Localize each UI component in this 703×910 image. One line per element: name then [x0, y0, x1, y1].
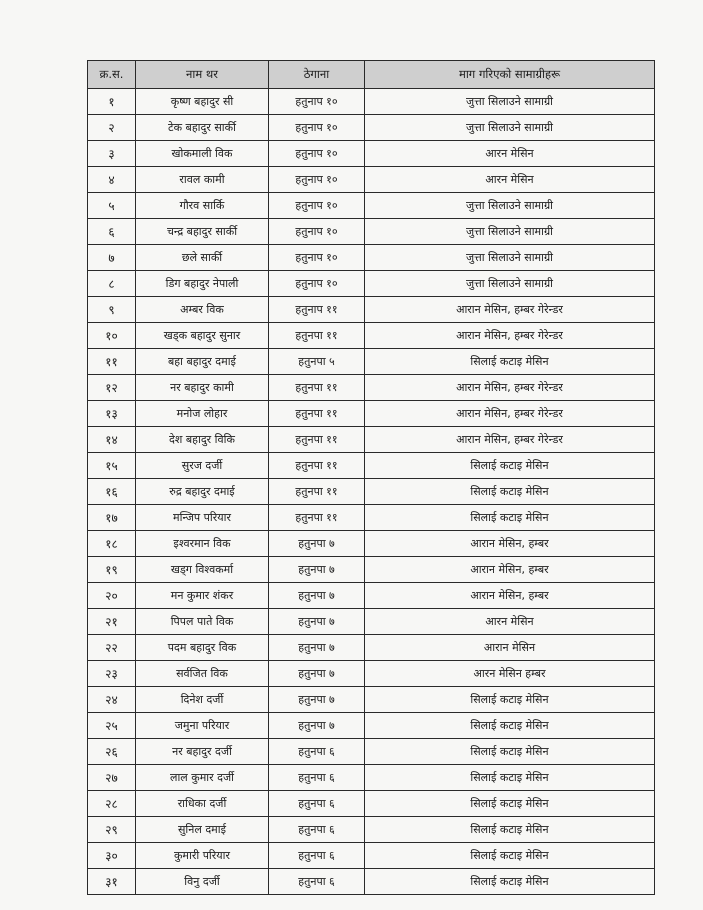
- cell-name: कुमारी परियार: [136, 843, 269, 869]
- cell-requested-items: सिलाई कटाइ मेसिन: [365, 713, 655, 739]
- header-serial-number: क्र.स.: [88, 61, 136, 89]
- cell-serial-number: ९: [88, 297, 136, 323]
- cell-address: हतुनाप १०: [269, 219, 365, 245]
- cell-address: हतुनपा ११: [269, 427, 365, 453]
- cell-serial-number: ११: [88, 349, 136, 375]
- cell-requested-items: आरान मेसिन, हम्बर: [365, 531, 655, 557]
- table-row: [88, 115, 655, 141]
- cell-requested-items: आरन मेसिन: [365, 609, 655, 635]
- cell-requested-items: सिलाई कटाइ मेसिन: [365, 453, 655, 479]
- cell-serial-number: २१: [88, 609, 136, 635]
- cell-name: खोकमाली विक: [136, 141, 269, 167]
- cell-name: नर बहादुर कामी: [136, 375, 269, 401]
- cell-address: हतुनपा ७: [269, 583, 365, 609]
- cell-address: हतुनपा ५: [269, 349, 365, 375]
- table-row: [88, 479, 655, 505]
- cell-serial-number: ३: [88, 141, 136, 167]
- table-row: [88, 713, 655, 739]
- cell-requested-items: जुत्ता सिलाउने सामाग्री: [365, 193, 655, 219]
- cell-address: हतुनपा ७: [269, 609, 365, 635]
- cell-serial-number: २५: [88, 713, 136, 739]
- table-row: [88, 453, 655, 479]
- table-row: [88, 765, 655, 791]
- cell-name: नर बहादुर दर्जी: [136, 739, 269, 765]
- table-row: [88, 869, 655, 895]
- cell-name: विनु दर्जी: [136, 869, 269, 895]
- cell-name: बहा बहादुर दमाई: [136, 349, 269, 375]
- cell-requested-items: जुत्ता सिलाउने सामाग्री: [365, 115, 655, 141]
- cell-serial-number: २२: [88, 635, 136, 661]
- table-row: [88, 557, 655, 583]
- cell-address: हतुनपा ११: [269, 453, 365, 479]
- table-row: [88, 375, 655, 401]
- cell-serial-number: २०: [88, 583, 136, 609]
- cell-name: मनोज लोहार: [136, 401, 269, 427]
- cell-address: हतुनपा ६: [269, 843, 365, 869]
- cell-address: हतुनपा ७: [269, 661, 365, 687]
- cell-address: हतुनपा ६: [269, 765, 365, 791]
- cell-name: सर्वजित विक: [136, 661, 269, 687]
- cell-address: हतुनपा ७: [269, 635, 365, 661]
- table-row: [88, 427, 655, 453]
- cell-name: कृष्ण बहादुर सी: [136, 89, 269, 115]
- cell-requested-items: आरान मेसिन, हम्बर: [365, 557, 655, 583]
- cell-name: छले सार्की: [136, 245, 269, 271]
- cell-serial-number: १३: [88, 401, 136, 427]
- cell-requested-items: आरान मेसिन, हम्बर गेरेन्डर: [365, 375, 655, 401]
- cell-address: हतुनपा ११: [269, 505, 365, 531]
- cell-name: सुनिल दमाई: [136, 817, 269, 843]
- cell-name: पिपल पाते विक: [136, 609, 269, 635]
- cell-serial-number: १५: [88, 453, 136, 479]
- cell-address: हतुनपा ७: [269, 687, 365, 713]
- cell-serial-number: ७: [88, 245, 136, 271]
- cell-serial-number: १७: [88, 505, 136, 531]
- cell-requested-items: सिलाई कटाइ मेसिन: [365, 349, 655, 375]
- table-row: [88, 531, 655, 557]
- cell-requested-items: आरान मेसिन, हम्बर गेरेन्डर: [365, 297, 655, 323]
- table-row: [88, 843, 655, 869]
- cell-address: हतुनाप १०: [269, 89, 365, 115]
- cell-serial-number: ३१: [88, 869, 136, 895]
- cell-serial-number: १: [88, 89, 136, 115]
- cell-requested-items: जुत्ता सिलाउने सामाग्री: [365, 271, 655, 297]
- cell-requested-items: जुत्ता सिलाउने सामाग्री: [365, 245, 655, 271]
- cell-serial-number: ४: [88, 167, 136, 193]
- header-requested-items: माग गरिएको सामाग्रीहरू: [365, 61, 655, 89]
- cell-requested-items: सिलाई कटाइ मेसिन: [365, 687, 655, 713]
- cell-name: देश बहादुर विकि: [136, 427, 269, 453]
- cell-serial-number: २: [88, 115, 136, 141]
- cell-requested-items: सिलाई कटाइ मेसिन: [365, 817, 655, 843]
- cell-serial-number: २९: [88, 817, 136, 843]
- cell-name: डिग बहादुर नेपाली: [136, 271, 269, 297]
- table-row: [88, 193, 655, 219]
- table-row: [88, 817, 655, 843]
- cell-address: हतुनपा ११: [269, 479, 365, 505]
- cell-serial-number: २४: [88, 687, 136, 713]
- cell-serial-number: २६: [88, 739, 136, 765]
- cell-serial-number: १४: [88, 427, 136, 453]
- cell-serial-number: ५: [88, 193, 136, 219]
- cell-serial-number: १०: [88, 323, 136, 349]
- cell-requested-items: आरान मेसिन, हम्बर: [365, 583, 655, 609]
- table-body: [88, 89, 655, 895]
- cell-serial-number: ८: [88, 271, 136, 297]
- cell-address: हतुनाप १०: [269, 115, 365, 141]
- cell-address: हतुनाप १०: [269, 245, 365, 271]
- table-row: [88, 791, 655, 817]
- cell-name: खड्क बहादुर सुनार: [136, 323, 269, 349]
- cell-name: सुरज दर्जी: [136, 453, 269, 479]
- cell-requested-items: सिलाई कटाइ मेसिन: [365, 869, 655, 895]
- cell-name: खड्ग विश्वकर्मा: [136, 557, 269, 583]
- cell-address: हतुनपा ७: [269, 713, 365, 739]
- cell-requested-items: आरन मेसिन: [365, 167, 655, 193]
- cell-name: राधिका दर्जी: [136, 791, 269, 817]
- cell-name: अम्बर विक: [136, 297, 269, 323]
- cell-address: हतुनाप १०: [269, 193, 365, 219]
- cell-name: जमुना परियार: [136, 713, 269, 739]
- table-row: [88, 739, 655, 765]
- table-row: [88, 401, 655, 427]
- table-row: [88, 505, 655, 531]
- cell-serial-number: ३०: [88, 843, 136, 869]
- table-row: [88, 167, 655, 193]
- cell-address: हतुनपा ११: [269, 375, 365, 401]
- cell-requested-items: सिलाई कटाइ मेसिन: [365, 791, 655, 817]
- cell-name: टेक बहादुर सार्की: [136, 115, 269, 141]
- cell-requested-items: जुत्ता सिलाउने सामाग्री: [365, 219, 655, 245]
- table-row: [88, 661, 655, 687]
- cell-name: मन्जिप परियार: [136, 505, 269, 531]
- cell-requested-items: सिलाई कटाइ मेसिन: [365, 843, 655, 869]
- beneficiary-table: [87, 60, 655, 895]
- table-row: [88, 245, 655, 271]
- cell-address: हतुनपा ६: [269, 817, 365, 843]
- cell-requested-items: सिलाई कटाइ मेसिन: [365, 765, 655, 791]
- cell-address: हतुनपा ६: [269, 739, 365, 765]
- cell-requested-items: आरान मेसिन, हम्बर गेरेन्डर: [365, 401, 655, 427]
- cell-requested-items: सिलाई कटाइ मेसिन: [365, 739, 655, 765]
- cell-address: हतुनपा ६: [269, 869, 365, 895]
- cell-name: रुद्र बहादुर दमाई: [136, 479, 269, 505]
- table-row: [88, 583, 655, 609]
- cell-serial-number: १८: [88, 531, 136, 557]
- cell-serial-number: २८: [88, 791, 136, 817]
- cell-address: हतुनपा ११: [269, 323, 365, 349]
- cell-requested-items: सिलाई कटाइ मेसिन: [365, 505, 655, 531]
- table-row: [88, 349, 655, 375]
- cell-requested-items: आरान मेसिन: [365, 635, 655, 661]
- cell-name: गौरव सार्कि: [136, 193, 269, 219]
- cell-serial-number: २७: [88, 765, 136, 791]
- cell-name: लाल कुमार दर्जी: [136, 765, 269, 791]
- cell-name: पदम बहादुर विक: [136, 635, 269, 661]
- cell-name: मन कुमार शंकर: [136, 583, 269, 609]
- table-row: [88, 687, 655, 713]
- cell-name: चन्द्र बहादुर सार्की: [136, 219, 269, 245]
- cell-requested-items: सिलाई कटाइ मेसिन: [365, 479, 655, 505]
- table-row: [88, 635, 655, 661]
- header-name: नाम थर: [136, 61, 269, 89]
- cell-address: हतुनाप १०: [269, 167, 365, 193]
- cell-address: हतुनाप ११: [269, 297, 365, 323]
- table-row: [88, 609, 655, 635]
- table-row: [88, 323, 655, 349]
- table-row: [88, 271, 655, 297]
- cell-address: हतुनाप १०: [269, 141, 365, 167]
- cell-requested-items: आरान मेसिन, हम्बर गेरेन्डर: [365, 323, 655, 349]
- cell-address: हतुनपा ११: [269, 401, 365, 427]
- cell-requested-items: जुत्ता सिलाउने सामाग्री: [365, 89, 655, 115]
- table-row: [88, 141, 655, 167]
- table-row: [88, 89, 655, 115]
- cell-address: हतुनपा ६: [269, 791, 365, 817]
- cell-serial-number: २३: [88, 661, 136, 687]
- table-header-row: [88, 61, 655, 89]
- cell-serial-number: १६: [88, 479, 136, 505]
- cell-serial-number: ६: [88, 219, 136, 245]
- cell-address: हतुनपा ७: [269, 557, 365, 583]
- cell-name: इश्वरमान विक: [136, 531, 269, 557]
- cell-address: हतुनपा ७: [269, 531, 365, 557]
- table-row: [88, 219, 655, 245]
- table-row: [88, 297, 655, 323]
- cell-serial-number: १२: [88, 375, 136, 401]
- cell-requested-items: आरान मेसिन, हम्बर गेरेन्डर: [365, 427, 655, 453]
- cell-address: हतुनाप १०: [269, 271, 365, 297]
- cell-requested-items: आरन मेसिन हम्बर: [365, 661, 655, 687]
- cell-name: दिनेश दर्जी: [136, 687, 269, 713]
- cell-requested-items: आरन मेसिन: [365, 141, 655, 167]
- cell-name: रावल कामी: [136, 167, 269, 193]
- header-address: ठेगाना: [269, 61, 365, 89]
- cell-serial-number: १९: [88, 557, 136, 583]
